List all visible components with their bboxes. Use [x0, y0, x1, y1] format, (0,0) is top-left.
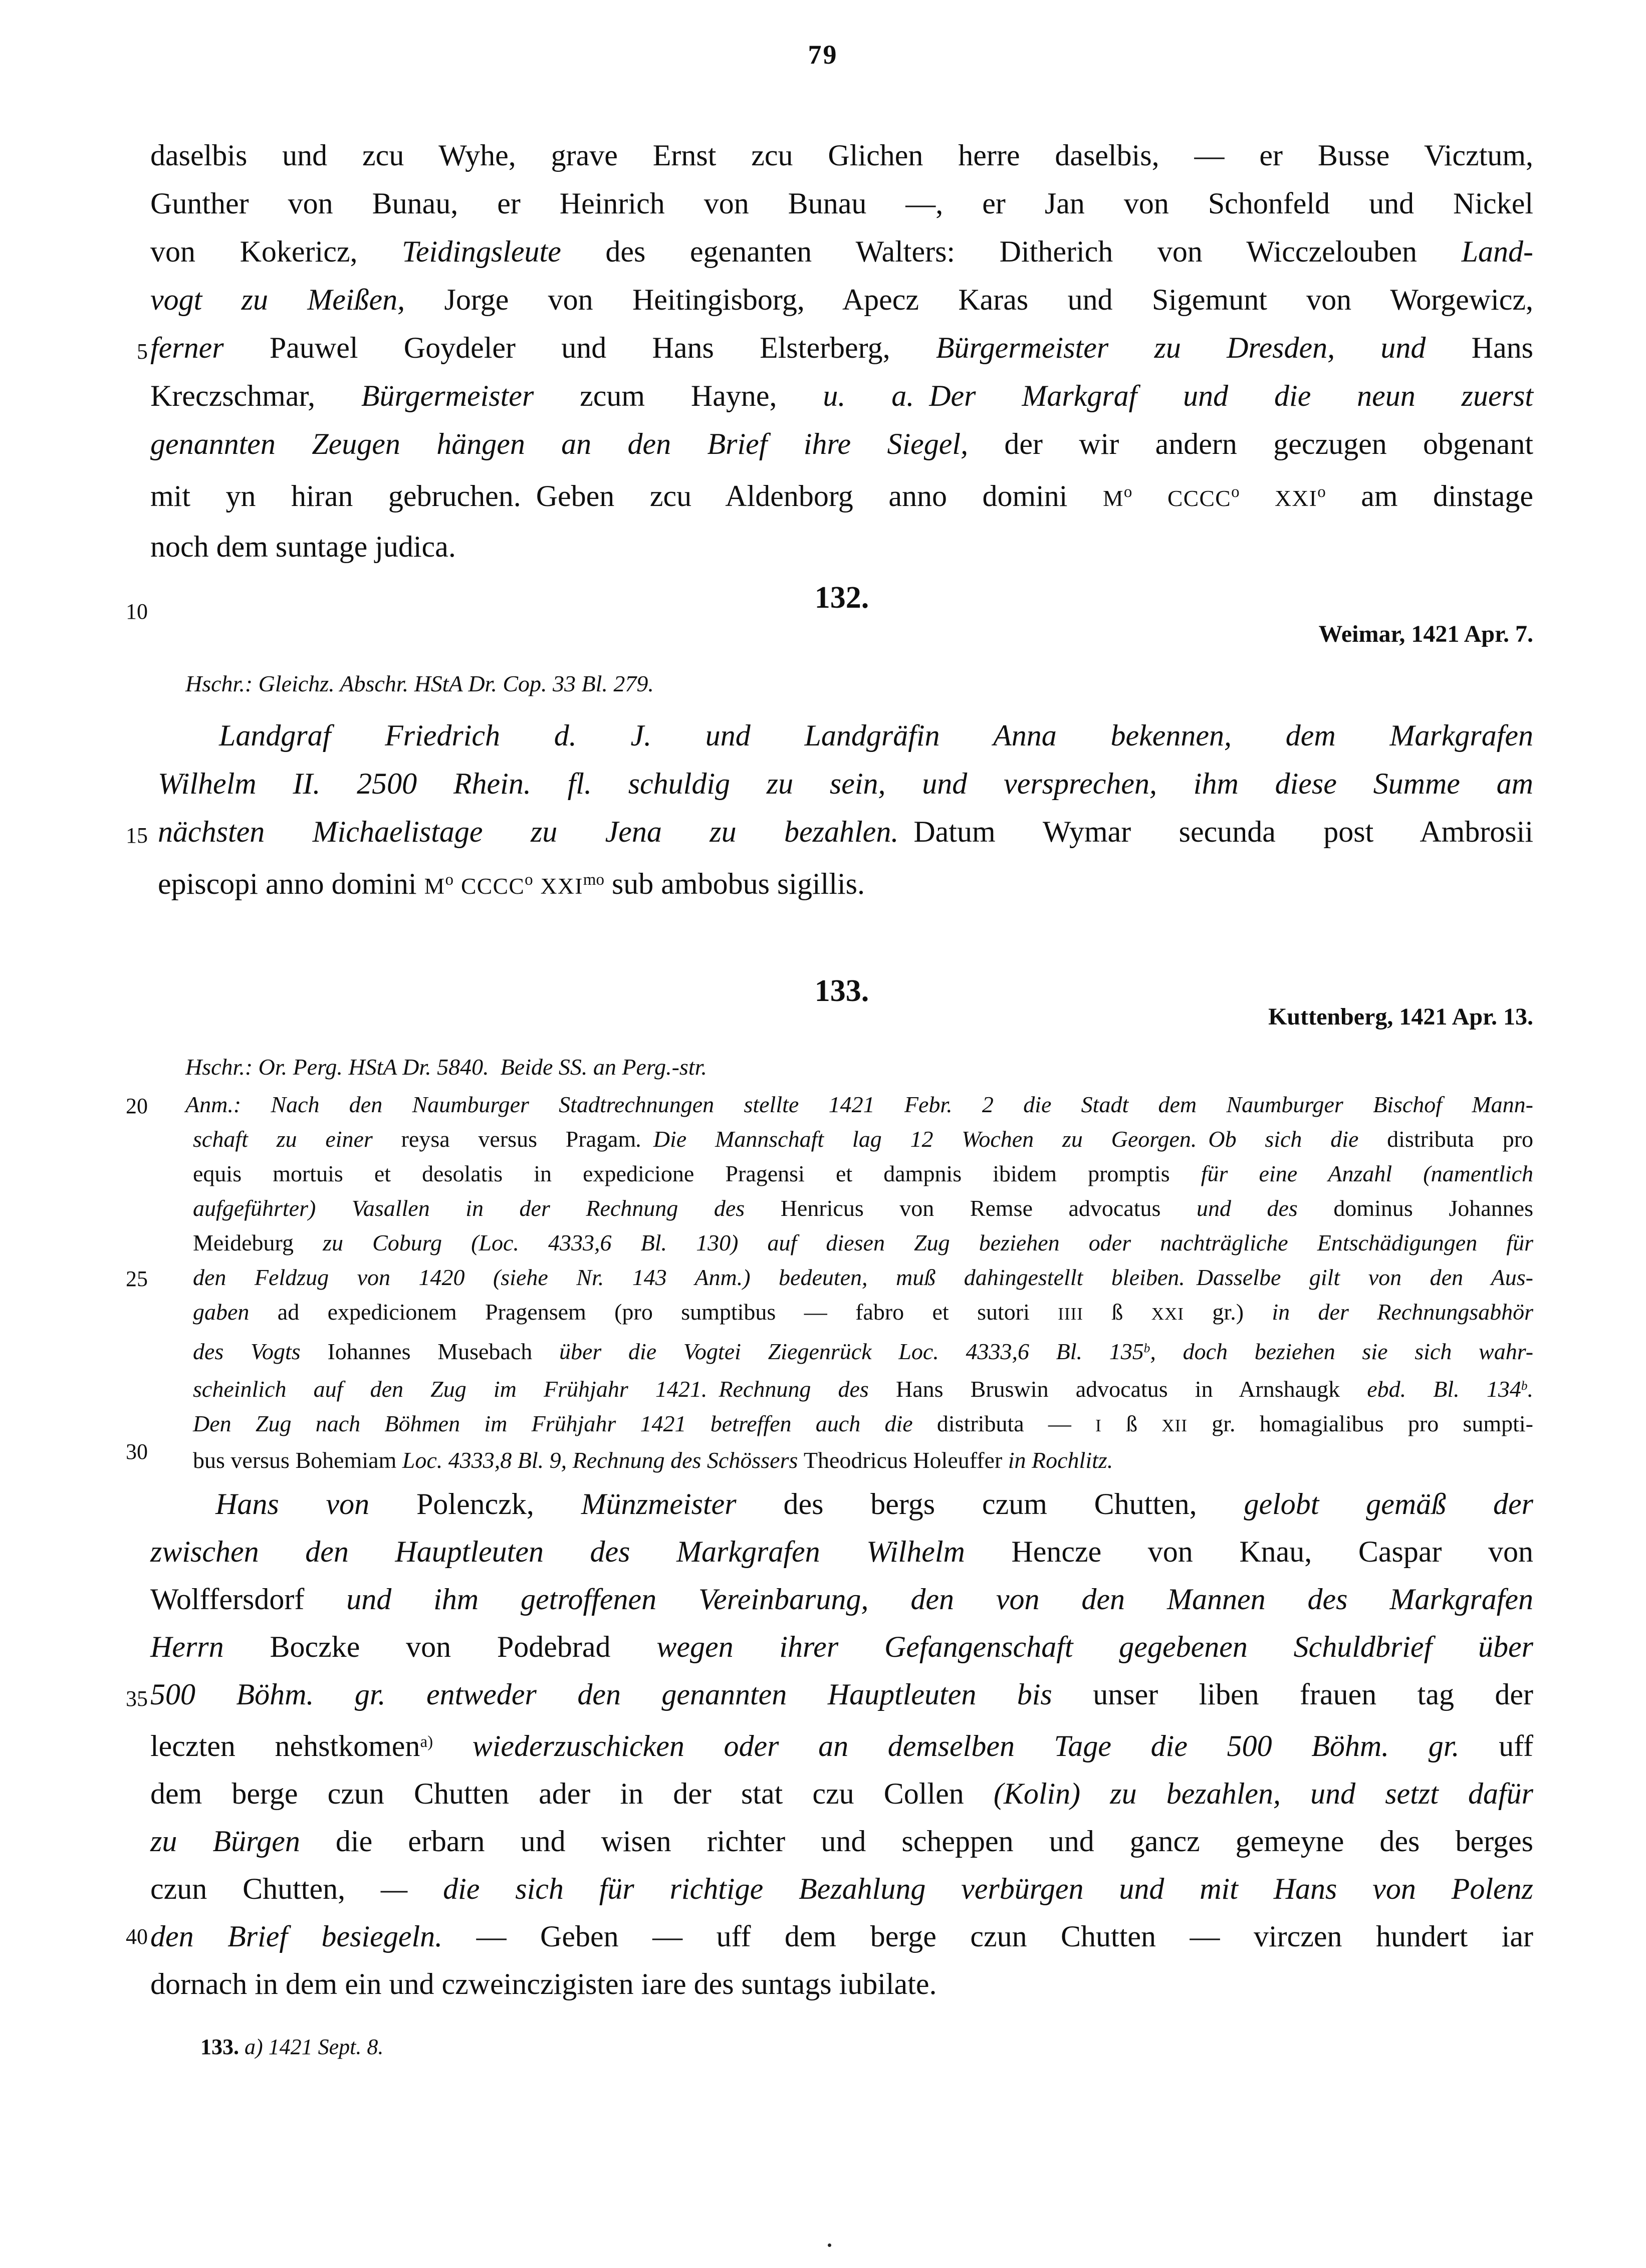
entry-133-source-line [185, 1052, 1533, 1082]
text-line: Anm.: Nach den Naumburger Stadtrechnungen stellte 1421 Febr. 2 die Stadt dem Naumburger Bischof Mann- [185, 1092, 1533, 1117]
entry-132-body-paragraph [158, 711, 1533, 910]
text-line: equis mortuis et desolatis in expedicione Pragensi et dampnis ibidem promptis für eine Anzahl (namentlich [193, 1161, 1534, 1186]
text-line: Wilhelm II. 2500 Rhein. fl. schuldig zu sein, und versprechen, ihm diese Summe am [158, 767, 1533, 800]
entry-132-source-line [185, 669, 1533, 699]
text-line: nächsten Michaelistage zu Jena zu bezahlen. Datum Wymar secunda post Ambrosii [158, 815, 1533, 848]
page-number: 79 [808, 40, 838, 70]
text-line: episcopi anno domini $M^o$ CCCC$^o$ $XXI^{mo}$ sub ambobus sigillis. [158, 867, 865, 901]
text-line: 500 Böhm. gr. entweder den genannten Hauptleuten bis unser liben frauen tag der [150, 1678, 1533, 1711]
text-line: zwischen den Hauptleuten des Markgrafen Wilhelm Hencze von Knau, Caspar von [150, 1535, 1533, 1568]
text-line: des Vogts Iohannes Musebach über die Vogtei Ziegenrück Loc. 4333,6 Bl. 135$^b$, doch beziehen sie sich wahr- [193, 1338, 1534, 1364]
text-line: vogt zu Meißen, Jorge von Heitingisborg, Apecz Karas und Sigemunt von Worgewicz, [150, 283, 1534, 316]
entry-133-date: Kuttenberg, 1421 Apr. 13. [1268, 1003, 1533, 1030]
footnote-133a [200, 2033, 1203, 2061]
text-line: leczten nehstkomen$^{a)}$ wiederzuschicken oder an demselben Tage die 500 Böhm. gr. uff [150, 1729, 1533, 1763]
text-line: daselbis und zcu Wyhe, grave Ernst zcu Glichen herre daselbis, — er Busse Vicztum, [150, 139, 1533, 172]
text-line: mit yn hiran gebruchen. Geben zcu Aldenborg anno domini $M^o$ CCCC$^o$ XXI$^o$ am dinstage [150, 479, 1533, 513]
entry-131-continuation-paragraph [150, 131, 1533, 571]
text-line: von Kokericz, Teidingsleute des egenanten Walters: Ditherich von Wicczelouben Land- [150, 235, 1534, 268]
text-line: schaft zu einer reysa versus Pragam. Die Mannschaft lag 12 Wochen zu Georgen. Ob sich die distributa pro [193, 1126, 1534, 1152]
text-line: Meideburg zu Coburg (Loc. 4333,6 Bl. 130) auf diesen Zug beziehen oder nachträgliche Entschädigungen für [193, 1230, 1533, 1255]
text-line: Herrn Boczke von Podebrad wegen ihrer Gefangenschaft gegebenen Schuldbrief über [150, 1630, 1533, 1663]
scan-speck [828, 2243, 831, 2247]
margin-line-number-40: 40 [126, 1924, 148, 1949]
text-line: Wolffersdorf und ihm getroffenen Vereinbarung, den von den Mannen des Markgrafen [150, 1583, 1533, 1616]
text-line: Gunther von Bunau, er Heinrich von Bunau —, er Jan von Schonfeld und Nickel [150, 187, 1533, 220]
entry-133-body-paragraph [150, 1480, 1533, 2008]
text-line: den Feldzug von 1420 (siehe Nr. 143 Anm.) bedeuten, muß dahingestellt bleiben. Dasselbe gilt von den Aus- [193, 1265, 1533, 1290]
text-line: scheinlich auf den Zug im Frühjahr 1421. Rechnung des Hans Bruswin advocatus in Arnshaugk ebd. Bl. 134$^b$. [193, 1376, 1533, 1402]
entry-132-date: Weimar, 1421 Apr. 7. [1318, 621, 1533, 647]
margin-line-number-30: 30 [126, 1439, 148, 1464]
text-line: genannten Zeugen hängen an den Brief ihre Siegel, der wir andern geczugen obgenant [150, 427, 1533, 460]
text-line: zu Bürgen die erbarn und wisen richter und scheppen und gancz gemeyne des berges [150, 1825, 1533, 1858]
text-line: Hschr.: Gleichz. Abschr. HStA Dr. Cop. 33 Bl. 279. [185, 671, 654, 696]
entry-132-heading: 132. [814, 581, 869, 615]
text-line: czun Chutten, — die sich für richtige Bezahlung verbürgen und mit Hans von Polenz [150, 1872, 1533, 1906]
text-line: Kreczschmar, Bürgermeister zcum Hayne, u. a. Der Markgraf und die neun zuerst [150, 379, 1533, 412]
margin-line-number-25: 25 [126, 1267, 148, 1291]
margin-line-number-5: 5 [137, 339, 148, 364]
entry-133-heading: 133. [814, 974, 869, 1008]
text-line: dem berge czun Chutten ader in der stat czu Collen (Kolin) zu bezahlen, und setzt dafür [150, 1777, 1533, 1811]
text-line: gaben ad expedicionem Pragensem (pro sumptibus — fabro et sutori IIII ß XXI gr.) in der Rechnungsabhör [193, 1299, 1533, 1325]
text-line: noch dem suntage judica. [150, 530, 456, 564]
margin-line-number-20: 20 [126, 1094, 148, 1118]
text-line: ferner Pauwel Goydeler und Hans Elsterberg, Bürgermeister zu Dresden, und Hans [150, 331, 1533, 364]
entry-133-annotation-block [185, 1087, 1534, 1477]
text-line: Hschr.: Or. Perg. HStA Dr. 5840. Beide SS. an Perg.-str. [185, 1054, 707, 1080]
margin-line-number-35: 35 [126, 1686, 148, 1711]
text-line: den Brief besiegeln. — Geben — uff dem berge czun Chutten — virczen hundert iar [150, 1920, 1533, 1953]
text-line: Den Zug nach Böhmen im Frühjahr 1421 betreffen auch die distributa — I ß XII gr. homagialibus pro sumpti- [193, 1410, 1534, 1436]
text-line: bus versus Bohemiam Loc. 4333,8 Bl. 9, Rechnung des Schössers Theodricus Holeuffer in Rochlitz. [193, 1447, 1113, 1473]
text-line: 133. a) 1421 Sept. 8. [200, 2035, 384, 2059]
text-line: Hans von Polenczk, Münzmeister des bergs czum Chutten, gelobt gemäß der [215, 1487, 1534, 1521]
margin-line-number-10: 10 [126, 599, 148, 624]
text-line: aufgeführter) Vasallen in der Rechnung des Henricus von Remse advocatus und des dominus Johannes [193, 1195, 1533, 1221]
text-line: dornach in dem ein und czweinczigisten iare des suntags iubilate. [150, 1967, 937, 2001]
text-line: Landgraf Friedrich d. J. und Landgräfin Anna bekennen, dem Markgrafen [219, 719, 1533, 752]
margin-line-number-15: 15 [126, 823, 148, 848]
